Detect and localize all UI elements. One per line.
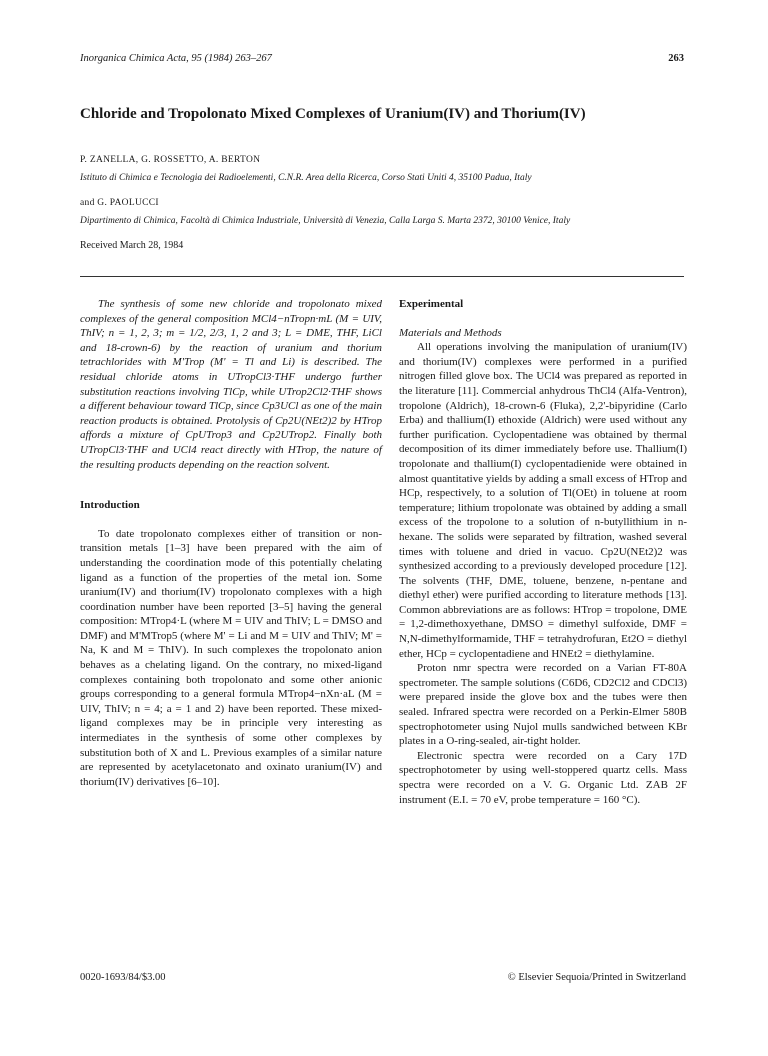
- abstract: The synthesis of some new chloride and tropolonato mixed complexes of the general composition MCl4−nTropn·mL (M = UIV, ThIV; n = 1, 2, 3; m = 1/2, 2/3, 1, 2 and 3; L = DME, THF, LiCl and 18-crown-6) by the reaction of uranium and thorium tetrachlorides with M'Trop (M' = Tl and Li) is described. The residual chloride atoms in UTropCl3·THF undergo further substitution reactions involving TlCp, while UTrop2Cl2·THF shows a different behaviour toward TlCp, since Cp3UCl as one of the main reaction products is obtained. Protolysis of Cp2U(NEt2)2 by HTrop affords a mixture of CpUTrop3 and Cp2UTrop2. Finally both UTropCl3·THF and UCl4 react directly with HTrop, the nature of the resulting products depending on the reaction solvent.: [80, 298, 382, 471]
- right-column: [399, 297, 687, 807]
- running-head: [80, 53, 684, 64]
- affiliation-secondary: Dipartimento di Chimica, Facoltà di Chimica Industriale, Università di Venezia, Calla Larga S. Marta 2372, 30100 Venice, Italy: [80, 216, 571, 226]
- introduction-paragraph: To date tropolonato complexes either of transition or non-transition metals [1–3] have been prepared with the aim of understanding the coordination mode of this potentially chelating ligand as a function of the properties of the metal ion. Some uranium(IV) and thorium(IV) tropolonato complexes with a high coordination number have been reported [3–5] having the general composition: MTrop4·L (where M = UIV and ThIV; L = DMSO and DMF) and M'MTrop5 (where M' = Li and M = UIV and ThIV; M' = Na, K and M = ThIV). In such complexes the tropolonato anion behaves as a chelating ligand. On the contrary, no mixed-ligand complexes containing both tropolonato and some other anionic groups corresponding to a general formula MTrop4−nXn·aL (M = UIV, ThIV; n = 4; a = 1 and 2) have been reported. These mixed-ligand complexes may be in principle very interesting as intermediates in the synthesis of some other complexes by substitution both of X and L. Previous examples of a similar nature are represented by acetylacetonato and oxinato uranium(IV) and thorium(IV) derivatives [6–10].: [80, 527, 382, 788]
- experimental-paragraph-1: All operations involving the manipulation of uranium(IV) and thorium(IV) complexes were performed in a purified nitrogen filled glove box. The UCl4 was prepared as reported in the literature [11]. Commercial anhydrous ThCl4 (Alfa-Ventron), tropolone (Aldrich), 18-crown-6 (Fluka), 2,2'-bipyridine (Carlo Erba) and thallium(I) ethoxide (Aldrich) were used without any further purification. Cyclopentadiene was obtained by thermal decomposition of its dimer immediately before use. Thallium(I) tropolonate and thallium(I) cyclopentadienide were obtained in almost quantitative yields by adding a small excess of HTrop and HCp, respectively, to a solution of Tl(OEt) in toluene at room temperature; lithium tropolonate was obtained by adding a small excess of the tropolone to a solution of n-butyllithium in n-hexane. The solids were separated by filtration, washed several times with toluene and dried in vacuo. Cp2U(NEt2)2 was synthesized according to a previously developed procedure [12]. The solvents (THF, DME, toluene, benzene, n-pentane and diethyl ether) were purified according to literature methods [13]. Common abbreviations are as follows: HTrop = tropolone, DME = 1,2-dimethoxyethane, DMSO = dimethyl sulfoxide, DMF = N,N-dimethylformamide, THF = tetrahydrofuran, Et2O = diethyl ether, HCp = cyclopentadiene and HNEt2 = diethylamine.: [399, 341, 687, 660]
- footer-code: 0020-1693/84/$3.00: [80, 972, 166, 983]
- article-title: Chloride and Tropolonato Mixed Complexes of Uranium(IV) and Thorium(IV): [80, 106, 586, 122]
- affiliation-primary: Istituto di Chimica e Tecnologia dei Radioelementi, C.N.R. Area della Ricerca, Corso Stati Uniti 4, 35100 Padua, Italy: [80, 173, 532, 183]
- page-number: 263: [668, 53, 684, 64]
- left-column: [80, 297, 382, 789]
- materials-methods-subheading: Materials and Methods: [399, 326, 502, 339]
- author-list-primary: P. ZANELLA, G. ROSSETTO, A. BERTON: [80, 155, 261, 165]
- introduction-heading: Introduction: [80, 499, 140, 512]
- header-divider: [80, 276, 684, 277]
- experimental-paragraph-3: Electronic spectra were recorded on a Cary 17D spectrophotometer by using well-stoppered quartz cells. Mass spectra were recorded on a V. G. Organic Ltd. ZAB 2F instrument (E.I. = 70 eV, probe temperature = 160 °C).: [399, 749, 687, 806]
- received-date: Received March 28, 1984: [80, 240, 184, 251]
- author-list-secondary: and G. PAOLUCCI: [80, 198, 159, 208]
- experimental-heading: Experimental: [399, 298, 464, 310]
- experimental-paragraph-2: Proton nmr spectra were recorded on a Varian FT-80A spectrometer. The sample solutions (C6D6, CD2Cl2 and CDCl3) were prepared inside the glove box and the tubes were then sealed. Infrared spectra were recorded on a Perkin-Elmer 580B spectrophotometer using Nujol mulls sandwiched between KBr plates in a O-ring-sealed, air-tight holder.: [399, 662, 687, 748]
- footer-publisher: © Elsevier Sequoia/Printed in Switzerland: [507, 972, 686, 983]
- journal-citation: Inorganica Chimica Acta, 95 (1984) 263–267: [80, 53, 272, 64]
